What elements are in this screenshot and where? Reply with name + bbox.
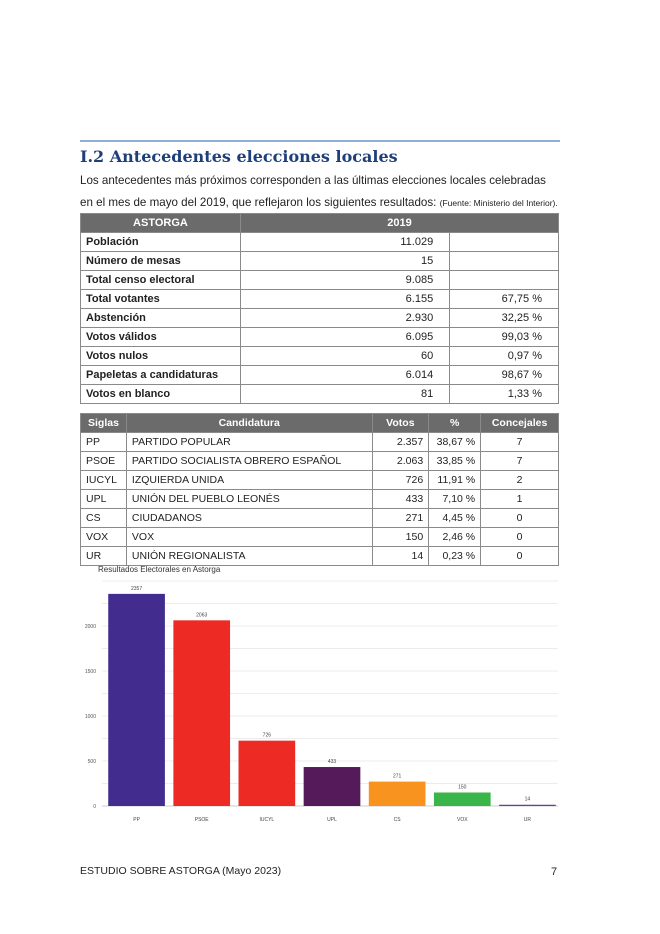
summary-value: 11.029	[240, 233, 449, 252]
results-concejales: 7	[481, 433, 559, 452]
y-tick-label: 1000	[84, 714, 96, 720]
results-votos: 14	[372, 547, 429, 566]
summary-label: Abstención	[81, 309, 241, 328]
summary-percent	[450, 233, 559, 252]
summary-label: Votos válidos	[81, 328, 241, 347]
results-row	[81, 509, 559, 528]
summary-percent: 98,67 %	[450, 366, 559, 385]
bar-value-label: 726	[262, 732, 272, 739]
results-candidatura: VOX	[126, 528, 372, 547]
results-pct: 7,10 %	[429, 490, 481, 509]
footer-text: ESTUDIO SOBRE ASTORGA (Mayo 2023)	[80, 865, 282, 877]
bar-upl	[304, 767, 361, 806]
bar-value-label: 2063	[196, 612, 208, 619]
summary-header-year: 2019	[240, 214, 558, 233]
summary-value: 60	[240, 347, 449, 366]
summary-row	[81, 347, 559, 366]
results-candidatura: IZQUIERDA UNIDA	[126, 471, 372, 490]
results-concejales: 0	[481, 547, 559, 566]
results-chart	[80, 563, 560, 833]
results-candidatura: PARTIDO SOCIALISTA OBRERO ESPAÑOL	[126, 452, 372, 471]
results-siglas: CS	[81, 509, 127, 528]
results-votos: 433	[372, 490, 429, 509]
results-header-concejales: Concejales	[481, 414, 559, 433]
x-tick-label: VOX	[457, 817, 468, 823]
summary-row	[81, 233, 559, 252]
results-siglas: VOX	[81, 528, 127, 547]
summary-row	[81, 328, 559, 347]
summary-label: Votos nulos	[81, 347, 241, 366]
summary-value: 9.085	[240, 271, 449, 290]
summary-percent: 0,97 %	[450, 347, 559, 366]
section-title: I.2 Antecedentes elecciones locales	[80, 147, 398, 166]
bar-value-label: 14	[524, 796, 531, 803]
results-votos: 271	[372, 509, 429, 528]
results-siglas: IUCYL	[81, 471, 127, 490]
results-concejales: 2	[481, 471, 559, 490]
bar-iucyl	[239, 741, 296, 806]
summary-row	[81, 366, 559, 385]
summary-row	[81, 385, 559, 404]
summary-table	[80, 213, 559, 404]
summary-percent	[450, 271, 559, 290]
bar-value-label: 271	[392, 773, 402, 780]
bar-cs	[369, 782, 426, 806]
summary-percent	[450, 252, 559, 271]
results-concejales: 1	[481, 490, 559, 509]
summary-value: 6.014	[240, 366, 449, 385]
results-candidatura: CIUDADANOS	[126, 509, 372, 528]
summary-row	[81, 252, 559, 271]
summary-label: Total censo electoral	[81, 271, 241, 290]
summary-label: Población	[81, 233, 241, 252]
bar-psoe	[173, 620, 230, 806]
results-siglas: PSOE	[81, 452, 127, 471]
results-siglas: UR	[81, 547, 127, 566]
results-row	[81, 471, 559, 490]
intro-paragraph	[80, 170, 560, 214]
summary-value: 81	[240, 385, 449, 404]
results-votos: 150	[372, 528, 429, 547]
results-pct: 0,23 %	[429, 547, 481, 566]
intro-text: Los antecedentes más próximos corresponden a las últimas elecciones locales celebradas en el mes de mayo del 2019, que reflejaron los siguientes resultados:	[80, 174, 546, 209]
y-tick-label: 0	[93, 804, 96, 810]
y-tick-label: 500	[87, 759, 96, 765]
summary-row	[81, 271, 559, 290]
results-pct: 38,67 %	[429, 433, 481, 452]
summary-value: 2.930	[240, 309, 449, 328]
bar-value-label: 150	[458, 784, 467, 791]
x-tick-label: PP	[133, 817, 140, 823]
summary-label: Votos en blanco	[81, 385, 241, 404]
summary-value: 6.155	[240, 290, 449, 309]
x-tick-label: PSOE	[194, 817, 209, 823]
results-header-candidatura: Candidatura	[126, 414, 372, 433]
results-row	[81, 490, 559, 509]
summary-header-row	[81, 214, 559, 233]
bar-vox	[434, 793, 491, 807]
results-header-row	[81, 414, 559, 433]
summary-percent: 99,03 %	[450, 328, 559, 347]
x-tick-label: UPL	[327, 817, 337, 823]
results-votos: 2.357	[372, 433, 429, 452]
results-pct: 4,45 %	[429, 509, 481, 528]
summary-row	[81, 309, 559, 328]
summary-value: 15	[240, 252, 449, 271]
results-concejales: 7	[481, 452, 559, 471]
bar-value-label: 433	[327, 759, 337, 766]
chart-title: Resultados Electorales en Astorga	[98, 565, 221, 574]
results-pct: 11,91 %	[429, 471, 481, 490]
summary-row	[81, 290, 559, 309]
results-concejales: 0	[481, 528, 559, 547]
x-tick-label: IUCYL	[259, 817, 275, 823]
summary-label: Papeletas a candidaturas	[81, 366, 241, 385]
page-number: 7	[551, 866, 558, 878]
bar-value-label: 2357	[131, 585, 143, 592]
results-candidatura: PARTIDO POPULAR	[126, 433, 372, 452]
results-header-votos: Votos	[372, 414, 429, 433]
results-concejales: 0	[481, 509, 559, 528]
results-siglas: UPL	[81, 490, 127, 509]
results-header-siglas: Siglas	[81, 414, 127, 433]
y-tick-label: 1500	[84, 669, 96, 675]
bar-pp	[108, 594, 165, 806]
results-candidatura: UNIÓN DEL PUEBLO LEONÉS	[126, 490, 372, 509]
results-table	[80, 413, 559, 566]
summary-label: Total votantes	[81, 290, 241, 309]
y-tick-label: 2000	[84, 624, 96, 630]
results-header-pct: %	[429, 414, 481, 433]
source-note: (Fuente: Ministerio del Interior).	[439, 198, 558, 208]
results-candidatura: UNIÓN REGIONALISTA	[126, 547, 372, 566]
bar-ur	[499, 805, 556, 806]
summary-header-municipio: ASTORGA	[81, 214, 241, 233]
x-tick-label: UR	[523, 817, 532, 823]
heading-rule	[80, 140, 560, 142]
results-pct: 2,46 %	[429, 528, 481, 547]
summary-percent: 67,75 %	[450, 290, 559, 309]
summary-label: Número de mesas	[81, 252, 241, 271]
summary-percent: 32,25 %	[450, 309, 559, 328]
x-tick-label: CS	[393, 817, 401, 823]
results-pct: 33,85 %	[429, 452, 481, 471]
results-votos: 726	[372, 471, 429, 490]
results-row	[81, 528, 559, 547]
results-row	[81, 452, 559, 471]
results-row	[81, 433, 559, 452]
summary-percent: 1,33 %	[450, 385, 559, 404]
results-siglas: PP	[81, 433, 127, 452]
results-votos: 2.063	[372, 452, 429, 471]
summary-value: 6.095	[240, 328, 449, 347]
bar-chart-svg	[80, 563, 560, 833]
